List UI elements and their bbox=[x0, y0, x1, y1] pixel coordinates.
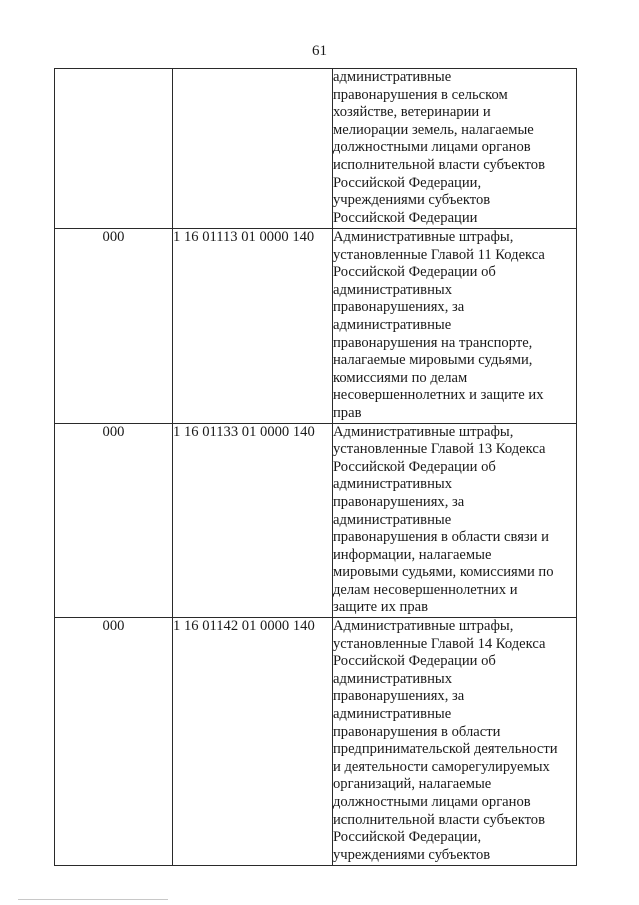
description-line: правонарушениях, за bbox=[333, 493, 465, 510]
description-line: административные bbox=[333, 511, 452, 528]
description-line: правонарушения в области связи и bbox=[333, 529, 549, 546]
description-line: правонарушениях, за bbox=[333, 688, 465, 705]
description-line: делам несовершеннолетних и bbox=[333, 581, 518, 598]
table-row bbox=[55, 229, 577, 424]
kbk-code-cell: 1 16 01142 01 0000 140 bbox=[173, 618, 333, 866]
admin-code-cell bbox=[55, 69, 173, 229]
description-line: Российской Федерации, bbox=[333, 829, 482, 846]
admin-code-cell: 000 bbox=[55, 618, 173, 866]
description-line: Российской Федерации bbox=[333, 209, 478, 226]
description-cell bbox=[333, 618, 577, 866]
kbk-code-cell: 1 16 01133 01 0000 140 bbox=[173, 423, 333, 618]
description-line: Российской Федерации об bbox=[333, 458, 496, 475]
description-line: Административные штрафы, bbox=[333, 618, 514, 635]
description-line: административных bbox=[333, 670, 452, 687]
description-line: установленные Главой 14 Кодекса bbox=[333, 635, 546, 652]
description-line: мировыми судьями, комиссиями по bbox=[333, 564, 554, 581]
description-line: предпринимательской деятельности bbox=[333, 741, 558, 758]
description-line: мелиорации земель, налагаемые bbox=[333, 121, 534, 138]
description-line: учреждениями субъектов bbox=[333, 192, 491, 209]
description-line: налагаемые мировыми судьями, bbox=[333, 352, 533, 369]
description-line: учреждениями субъектов bbox=[333, 846, 491, 863]
description-cell bbox=[333, 69, 577, 229]
description-line: установленные Главой 11 Кодекса bbox=[333, 246, 545, 263]
description-line: административные bbox=[333, 706, 452, 723]
description-line: хозяйстве, ветеринарии и bbox=[333, 104, 491, 121]
description-line: правонарушения в сельском bbox=[333, 86, 508, 103]
budget-classification-table bbox=[54, 68, 577, 866]
table-body bbox=[55, 69, 577, 866]
description-line: и деятельности саморегулируемых bbox=[333, 758, 550, 775]
description-line: правонарушения на транспорте, bbox=[333, 334, 533, 351]
description-line: административные bbox=[333, 69, 452, 85]
description-line: организаций, налагаемые bbox=[333, 776, 492, 793]
admin-code-cell: 000 bbox=[55, 423, 173, 618]
description-line: административные bbox=[333, 316, 452, 333]
description-line: Административные штрафы, bbox=[333, 423, 514, 440]
description-line: Российской Федерации, bbox=[333, 174, 482, 191]
description-line: должностными лицами органов bbox=[333, 139, 531, 156]
description-line: правонарушения в области bbox=[333, 723, 501, 740]
description-line: Российской Федерации об bbox=[333, 264, 496, 281]
description-line: информации, налагаемые bbox=[333, 546, 492, 563]
description-line: исполнительной власти субъектов bbox=[333, 156, 545, 173]
table-row bbox=[55, 423, 577, 618]
description-line: Российской Федерации об bbox=[333, 653, 496, 670]
description-cell bbox=[333, 423, 577, 618]
description-line: прав bbox=[333, 404, 362, 421]
description-line: исполнительной власти субъектов bbox=[333, 811, 545, 828]
description-line: административных bbox=[333, 281, 452, 298]
description-line: комиссиями по делам bbox=[333, 369, 468, 386]
description-line: Административные штрафы, bbox=[333, 229, 514, 245]
kbk-code-cell bbox=[173, 69, 333, 229]
description-line: несовершеннолетних и защите их bbox=[333, 387, 544, 404]
page-number: 61 bbox=[312, 43, 327, 59]
description-line: установленные Главой 13 Кодекса bbox=[333, 441, 546, 458]
description-line: защите их прав bbox=[333, 599, 429, 616]
description-line: должностными лицами органов bbox=[333, 794, 531, 810]
kbk-code-cell: 1 16 01113 01 0000 140 bbox=[173, 229, 333, 424]
table-row bbox=[55, 69, 577, 229]
table-row bbox=[55, 618, 577, 866]
scan-edge-rule bbox=[18, 899, 168, 900]
description-line: правонарушениях, за bbox=[333, 299, 465, 316]
admin-code-cell: 000 bbox=[55, 229, 173, 424]
description-cell bbox=[333, 229, 577, 424]
description-line: административных bbox=[333, 476, 452, 493]
